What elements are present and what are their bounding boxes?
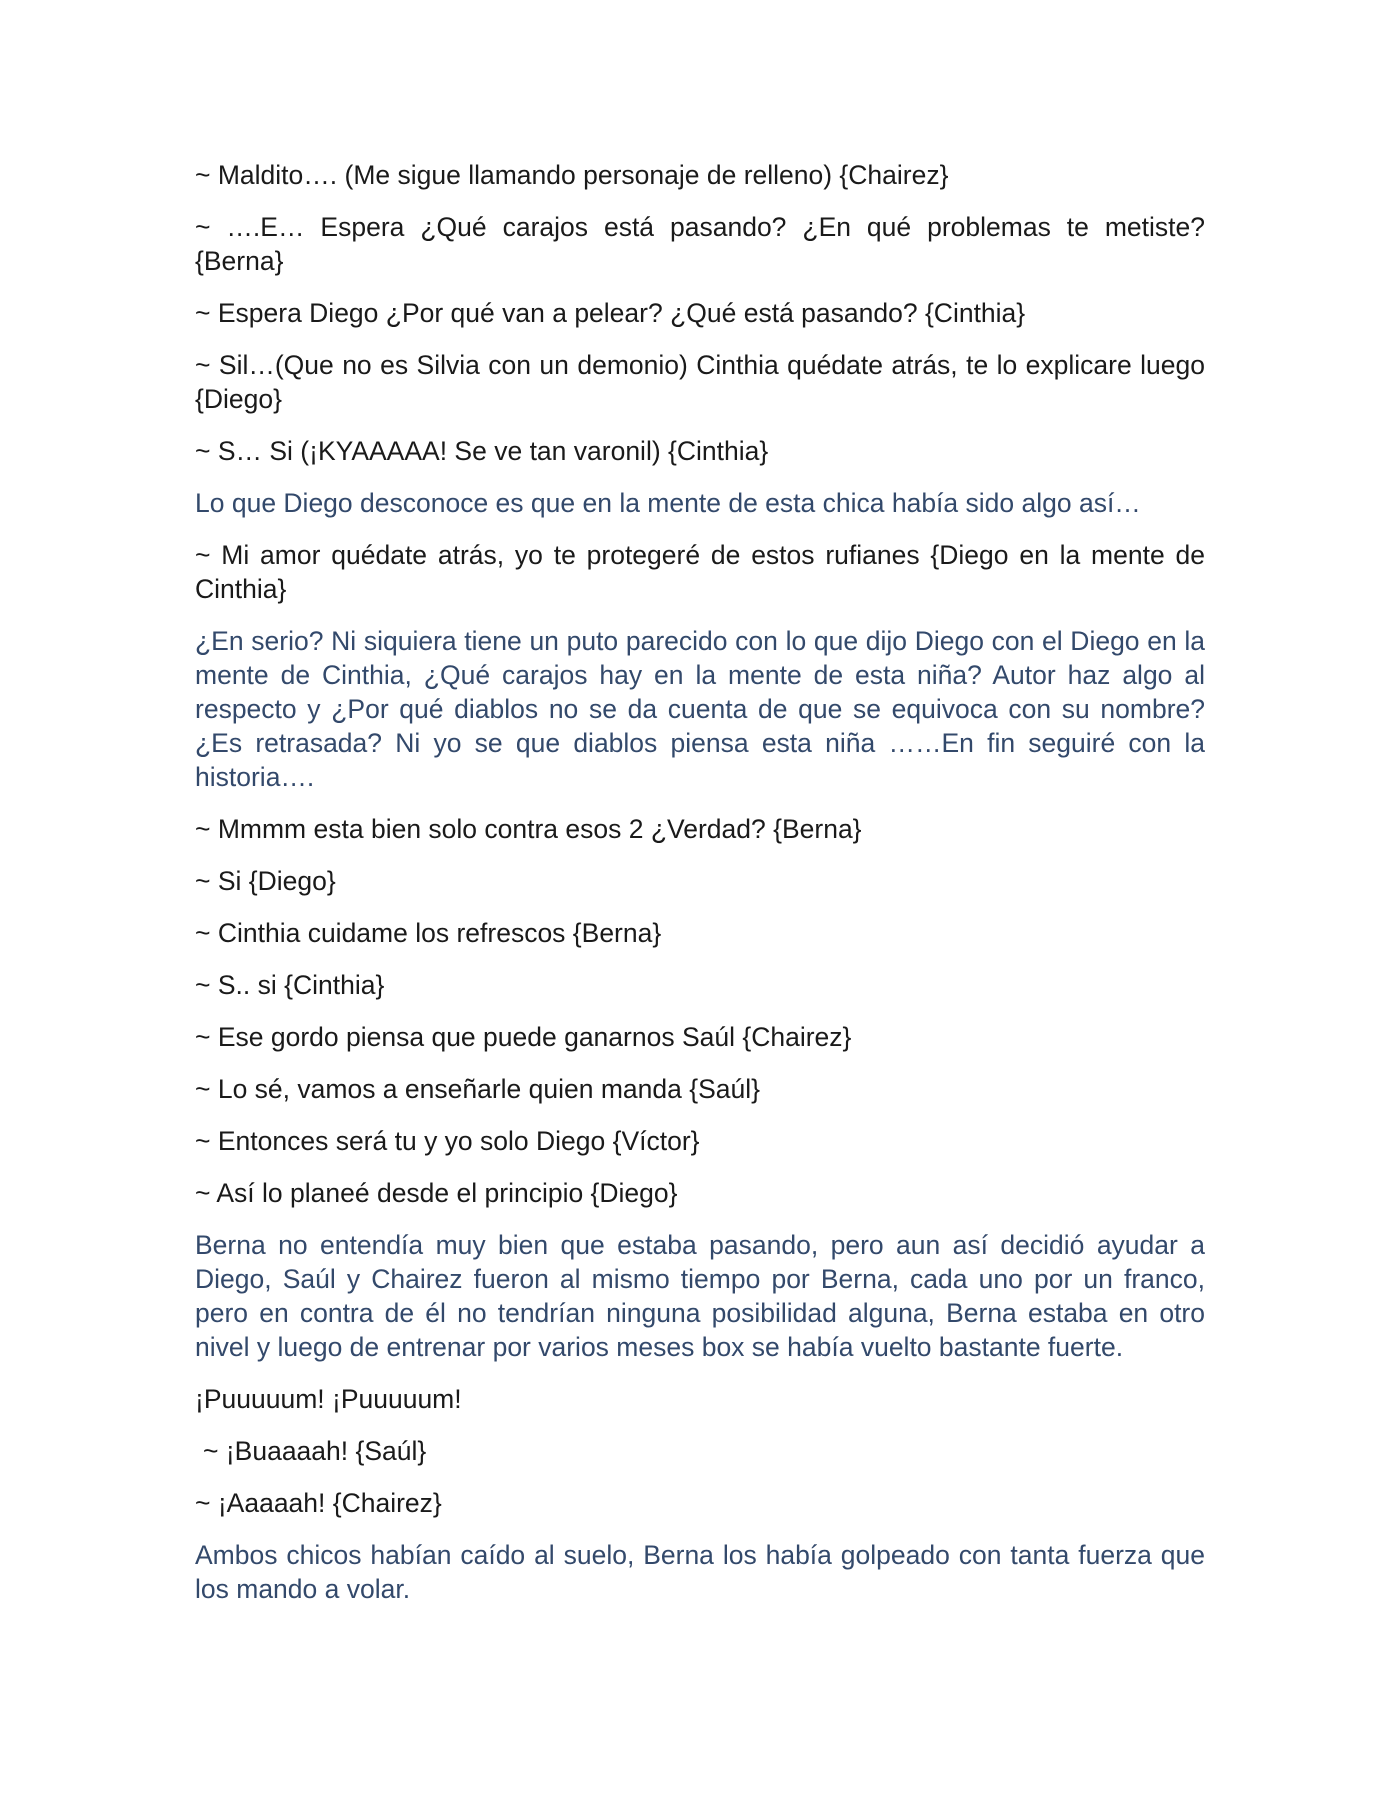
dialogue-line: ~ ¡Buaaaah! {Saúl}	[203, 1436, 427, 1466]
narration-paragraph: Lo que Diego desconoce es que en la mente de esta chica había sido algo así…	[195, 488, 1141, 518]
dialogue-line: ~ Ese gordo piensa que puede ganarnos Saúl {Chairez}	[195, 1022, 852, 1052]
dialogue-line: ~ Así lo planeé desde el principio {Diego}	[195, 1178, 678, 1208]
dialogue-line: ~ Lo sé, vamos a enseñarle quien manda {Saúl}	[195, 1074, 760, 1104]
dialogue-line: ~ ….E… Espera ¿Qué carajos está pasando? ¿En qué problemas te metiste? {Berna}	[195, 212, 1205, 276]
sound-effect-line: ¡Puuuuum! ¡Puuuuum!	[195, 1384, 462, 1414]
narration-paragraph: Berna no entendía muy bien que estaba pasando, pero aun así decidió ayudar a Diego, Saúl y Chairez fueron al mismo tiempo por Berna, cada uno por un franco, pero en contra de él no tendrían ninguna posibilidad alguna, Berna estaba en otro nivel y luego de entrenar por varios meses box se había vuelto bastante fuerte.	[195, 1230, 1205, 1362]
dialogue-line: ~ Si {Diego}	[195, 866, 336, 896]
dialogue-line: ~ ¡Aaaaah! {Chairez}	[195, 1488, 442, 1518]
dialogue-line: ~ Espera Diego ¿Por qué van a pelear? ¿Qué está pasando? {Cinthia}	[195, 298, 1026, 328]
narration-paragraph: Ambos chicos habían caído al suelo, Berna los había golpeado con tanta fuerza que los mando a volar.	[195, 1540, 1205, 1604]
dialogue-line: ~ Cinthia cuidame los refrescos {Berna}	[195, 918, 662, 948]
narration-paragraph: ¿En serio? Ni siquiera tiene un puto parecido con lo que dijo Diego con el Diego en la mente de Cinthia, ¿Qué carajos hay en la mente de esta niña? Autor haz algo al respecto y ¿Por qué diablos no se da cuenta de que se equivoca con su nombre? ¿Es retrasada? Ni yo se que diablos piensa esta niña ……En fin seguiré con la historia….	[195, 626, 1205, 792]
dialogue-line: ~ Mi amor quédate atrás, yo te protegeré de estos rufianes {Diego en la mente de Cinthia}	[195, 540, 1205, 604]
dialogue-line: ~ Entonces será tu y yo solo Diego {Víctor}	[195, 1126, 700, 1156]
dialogue-line: ~ Sil…(Que no es Silvia con un demonio) Cinthia quédate atrás, te lo explicare luego {Diego}	[195, 350, 1205, 414]
dialogue-line: ~ S… Si (¡KYAAAAA! Se ve tan varonil) {Cinthia}	[195, 436, 769, 466]
document-page	[195, 158, 1205, 1624]
dialogue-line: ~ Maldito…. (Me sigue llamando personaje de relleno) {Chairez}	[195, 160, 949, 190]
dialogue-line: ~ Mmmm esta bien solo contra esos 2 ¿Verdad? {Berna}	[195, 814, 862, 844]
dialogue-line: ~ S.. si {Cinthia}	[195, 970, 385, 1000]
